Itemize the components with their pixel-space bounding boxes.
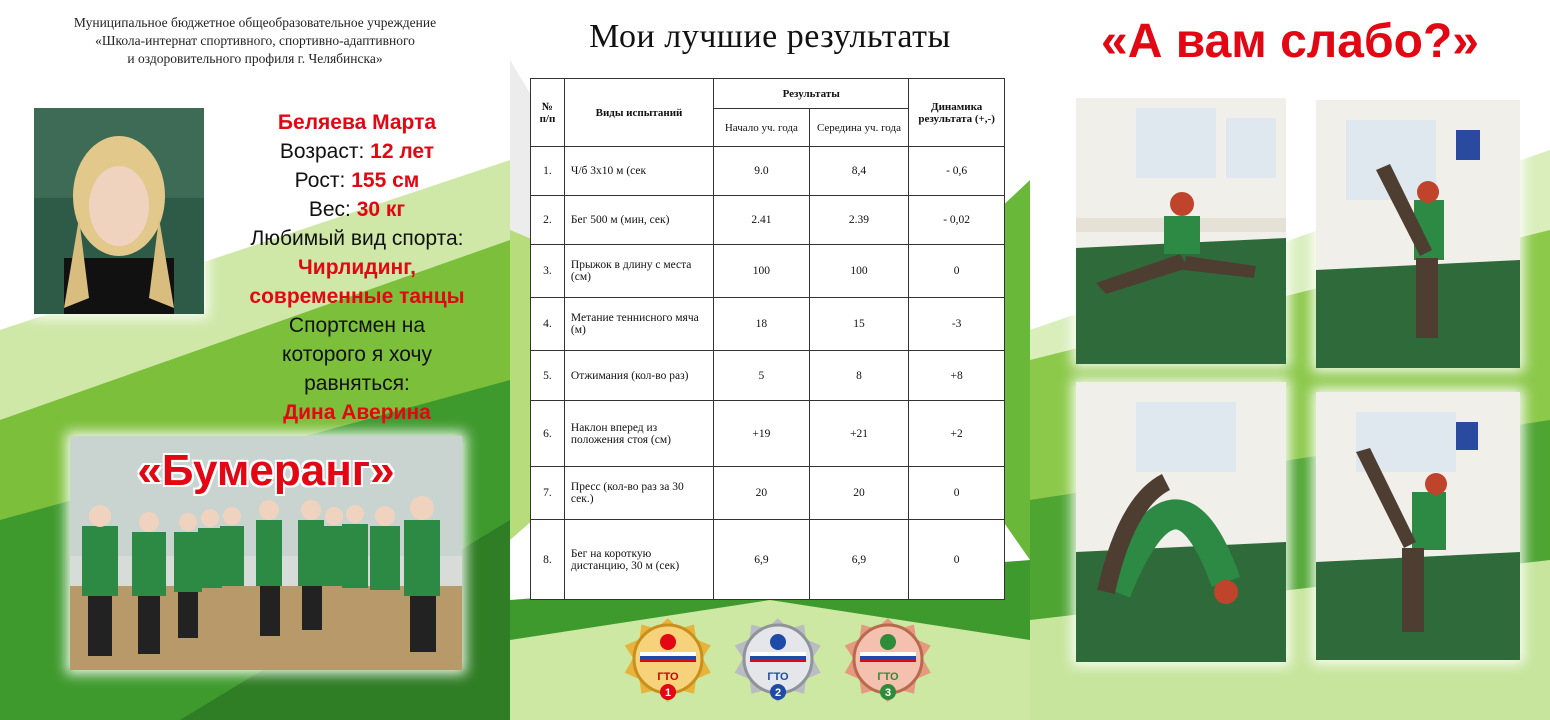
row-start: 100 bbox=[714, 245, 810, 298]
row-num: 6. bbox=[531, 401, 565, 467]
row-start: 20 bbox=[714, 467, 810, 520]
row-test: Пресс (кол-во раз за 30 сек.) bbox=[564, 467, 713, 520]
medal-label: ГТО bbox=[657, 671, 679, 683]
table-row bbox=[531, 401, 1005, 467]
row-start: 5 bbox=[714, 351, 810, 401]
row-test: Прыжок в длину с места (см) bbox=[564, 245, 713, 298]
medal-number: 3 bbox=[884, 687, 892, 699]
row-test: Бег на короткую дистанцию, 30 м (сек) bbox=[564, 520, 713, 600]
weight-value: 30 кг bbox=[356, 198, 406, 221]
row-dynamics: +2 bbox=[909, 401, 1005, 467]
medal-number: 1 bbox=[664, 687, 672, 699]
bridge-photo bbox=[1076, 382, 1286, 662]
row-num: 2. bbox=[531, 196, 565, 245]
idol-line-2: которого я хочу bbox=[282, 343, 432, 366]
row-middle: 2.39 bbox=[809, 196, 909, 245]
athlete-info bbox=[222, 108, 492, 427]
age-value: 12 лет bbox=[370, 140, 435, 163]
row-dynamics: 0 bbox=[909, 467, 1005, 520]
row-dynamics: - 0,6 bbox=[909, 147, 1005, 196]
school-line-3: и оздоровительного профиля г. Челябинска» bbox=[127, 51, 383, 66]
row-num: 7. bbox=[531, 467, 565, 520]
height-value: 155 см bbox=[351, 169, 420, 192]
medal-number: 2 bbox=[774, 687, 782, 699]
row-dynamics: 0 bbox=[909, 245, 1005, 298]
header-results: Результаты bbox=[714, 79, 909, 109]
athlete-weight bbox=[222, 195, 492, 224]
age-label: Возраст: bbox=[279, 140, 371, 163]
table-row bbox=[531, 467, 1005, 520]
challenge-title: «А вам слабо?» bbox=[1101, 15, 1479, 68]
header-test: Виды испытаний bbox=[564, 79, 713, 147]
row-dynamics: +8 bbox=[909, 351, 1005, 401]
row-dynamics: - 0,02 bbox=[909, 196, 1005, 245]
header-start: Начало уч. года bbox=[714, 109, 810, 147]
table-row bbox=[531, 298, 1005, 351]
athlete-portrait bbox=[34, 108, 204, 314]
row-test: Отжимания (кол-во раз) bbox=[564, 351, 713, 401]
table-row bbox=[531, 351, 1005, 401]
medal-label: ГТО bbox=[877, 671, 899, 683]
sport-value-1: Чирлидинг, bbox=[298, 256, 416, 279]
high-kick-photo bbox=[1316, 392, 1520, 660]
row-dynamics: -3 bbox=[909, 298, 1005, 351]
split-photo bbox=[1076, 98, 1286, 364]
medal-label: ГТО bbox=[767, 671, 789, 683]
row-middle: 8 bbox=[809, 351, 909, 401]
athlete-name: Беляева Марта bbox=[277, 111, 437, 134]
results-table bbox=[530, 78, 1005, 600]
row-num: 5. bbox=[531, 351, 565, 401]
idol-value: Дина Аверина bbox=[283, 401, 431, 424]
row-num: 4. bbox=[531, 298, 565, 351]
row-test: Бег 500 м (мин, сек) bbox=[564, 196, 713, 245]
row-middle: 20 bbox=[809, 467, 909, 520]
right-panel bbox=[1030, 0, 1550, 720]
header-dynamics: Динамика результата (+,-) bbox=[909, 79, 1005, 147]
row-num: 3. bbox=[531, 245, 565, 298]
row-start: 2.41 bbox=[714, 196, 810, 245]
row-middle: 6,9 bbox=[809, 520, 909, 600]
left-panel bbox=[0, 0, 510, 720]
row-middle: 8,4 bbox=[809, 147, 909, 196]
row-start: 6,9 bbox=[714, 520, 810, 600]
row-num: 1. bbox=[531, 147, 565, 196]
athlete-height bbox=[222, 166, 492, 195]
gto-medal-silver-icon bbox=[735, 618, 821, 702]
school-line-2: «Школа-интернат спортивного, спортивно-адаптивного bbox=[95, 33, 415, 48]
gto-medal-bronze-icon bbox=[845, 618, 931, 702]
middle-panel bbox=[510, 0, 1030, 720]
row-dynamics: 0 bbox=[909, 520, 1005, 600]
table-row bbox=[531, 520, 1005, 600]
row-num: 8. bbox=[531, 520, 565, 600]
sport-value-2: современные танцы bbox=[249, 285, 465, 308]
header-num: № п/п bbox=[531, 79, 565, 147]
team-title: «Бумеранг» bbox=[137, 446, 395, 495]
row-start: 9.0 bbox=[714, 147, 810, 196]
row-start: +19 bbox=[714, 401, 810, 467]
school-name bbox=[0, 14, 510, 68]
gto-medals bbox=[610, 604, 940, 720]
header-middle: Середина уч. года bbox=[809, 109, 909, 147]
row-middle: 15 bbox=[809, 298, 909, 351]
row-start: 18 bbox=[714, 298, 810, 351]
results-title: Мои лучшие результаты bbox=[589, 18, 951, 55]
idol-line-1: Спортсмен на bbox=[288, 314, 426, 337]
row-test: Ч/б 3х10 м (сек bbox=[564, 147, 713, 196]
table-row bbox=[531, 147, 1005, 196]
school-line-1: Муниципальное бюджетное общеобразовательное учреждение bbox=[73, 15, 437, 30]
idol-line-3: равняться: bbox=[304, 372, 410, 395]
row-test: Наклон вперед из положения стоя (см) bbox=[564, 401, 713, 467]
athlete-age bbox=[222, 137, 492, 166]
row-middle: +21 bbox=[809, 401, 909, 467]
table-row bbox=[531, 196, 1005, 245]
height-label: Рост: bbox=[294, 169, 352, 192]
table-row bbox=[531, 245, 1005, 298]
leg-stretch-photo bbox=[1316, 100, 1520, 368]
sport-label: Любимый вид спорта: bbox=[250, 227, 464, 250]
gto-medal-gold-icon bbox=[625, 618, 711, 702]
row-middle: 100 bbox=[809, 245, 909, 298]
row-test: Метание теннисного мяча (м) bbox=[564, 298, 713, 351]
weight-label: Вес: bbox=[308, 198, 357, 221]
